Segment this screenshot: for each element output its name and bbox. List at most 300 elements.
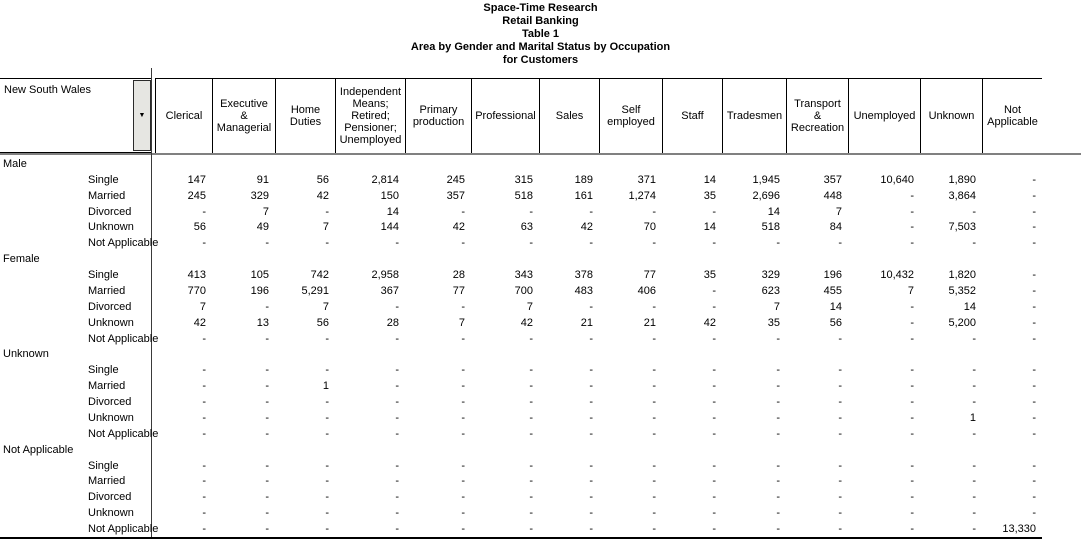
value-cell: - (652, 332, 656, 345)
table-row (0, 283, 1081, 299)
value-cell: - (395, 364, 399, 377)
value-cell: 84 (829, 221, 842, 234)
group-row (0, 347, 1081, 363)
value-cell: - (652, 427, 656, 440)
value-cell: 144 (380, 221, 399, 234)
value-cell: - (910, 221, 914, 234)
table-row (0, 426, 1081, 442)
value-cell: 7 (458, 316, 465, 329)
value-cell: - (838, 380, 842, 393)
value-cell: - (202, 411, 206, 424)
value-cell: - (589, 475, 593, 488)
chevron-down-icon: ▼ (138, 112, 146, 119)
value-cell: - (1032, 284, 1036, 297)
value-cell: - (910, 380, 914, 393)
value-cell: - (1032, 221, 1036, 234)
value-cell: - (1032, 411, 1036, 424)
column-header: Home Duties (275, 78, 335, 153)
value-cell: 245 (446, 173, 465, 186)
value-cell: - (589, 205, 593, 218)
value-cell: 42 (703, 316, 716, 329)
value-cell: 13,330 (1002, 523, 1036, 536)
table-row (0, 458, 1081, 474)
value-cell: - (972, 396, 976, 409)
column-header: Professional (471, 78, 539, 153)
value-cell: - (529, 332, 533, 345)
value-cell: 357 (446, 189, 465, 202)
value-cell: 7,503 (948, 221, 976, 234)
value-cell: - (838, 507, 842, 520)
title-line-company: Space-Time Research (483, 2, 598, 14)
value-cell: - (529, 380, 533, 393)
value-cell: - (461, 332, 465, 345)
value-cell: 7 (773, 300, 780, 313)
row-label: Single (88, 459, 119, 472)
value-cell: - (838, 411, 842, 424)
value-cell: 42 (193, 316, 206, 329)
value-cell: - (1032, 459, 1036, 472)
value-cell: - (838, 523, 842, 536)
value-cell: - (461, 411, 465, 424)
value-cell: 406 (637, 284, 656, 297)
value-cell: - (652, 300, 656, 313)
value-cell: - (652, 380, 656, 393)
value-cell: - (1032, 427, 1036, 440)
table-row (0, 220, 1081, 236)
value-cell: - (265, 300, 269, 313)
value-cell: - (265, 380, 269, 393)
value-cell: - (910, 237, 914, 250)
value-cell: 448 (823, 189, 842, 202)
value-cell: - (395, 332, 399, 345)
row-label: Single (88, 269, 119, 282)
value-cell: - (265, 396, 269, 409)
value-cell: 35 (703, 189, 716, 202)
value-cell: - (265, 507, 269, 520)
value-cell: - (202, 491, 206, 504)
value-cell: 329 (761, 269, 780, 282)
value-cell: - (838, 427, 842, 440)
table-row (0, 188, 1081, 204)
value-cell: - (776, 507, 780, 520)
value-cell: - (652, 364, 656, 377)
value-cell: 28 (386, 316, 399, 329)
row-label: Divorced (88, 491, 132, 504)
value-cell: - (712, 491, 716, 504)
value-cell: - (395, 507, 399, 520)
value-cell: - (529, 411, 533, 424)
value-cell: 105 (250, 269, 269, 282)
table-row (0, 505, 1081, 521)
value-cell: - (461, 491, 465, 504)
value-cell: - (776, 332, 780, 345)
column-header: Primary production (405, 78, 471, 153)
table-bottom-rule (0, 537, 1042, 539)
value-cell: - (589, 459, 593, 472)
value-cell: - (461, 300, 465, 313)
table-row (0, 172, 1081, 188)
row-label: Not Applicable (88, 237, 159, 250)
value-cell: - (202, 396, 206, 409)
group-row (0, 251, 1081, 267)
value-cell: - (589, 523, 593, 536)
value-cell: - (1032, 269, 1036, 282)
table-row (0, 474, 1081, 490)
value-cell: 14 (386, 205, 399, 218)
value-cell: 1 (969, 411, 976, 424)
row-label: Unknown (88, 411, 134, 424)
value-cell: 13 (256, 316, 269, 329)
value-cell: - (265, 364, 269, 377)
group-label: Not Applicable (3, 443, 74, 456)
value-cell: - (461, 237, 465, 250)
value-cell: - (395, 237, 399, 250)
value-cell: 518 (761, 221, 780, 234)
value-cell: - (910, 316, 914, 329)
value-cell: 14 (703, 221, 716, 234)
row-label: Divorced (88, 396, 132, 409)
report-title-block (0, 2, 1081, 67)
value-cell: 14 (767, 205, 780, 218)
area-selector-cell (0, 78, 151, 153)
value-cell: - (712, 459, 716, 472)
group-label: Male (3, 157, 27, 170)
value-cell: - (325, 491, 329, 504)
value-cell: - (325, 332, 329, 345)
value-cell: 5,291 (301, 284, 329, 297)
value-cell: 77 (452, 284, 465, 297)
column-header: Not Applicable (982, 78, 1042, 153)
value-cell: - (265, 427, 269, 440)
value-cell: - (652, 491, 656, 504)
value-cell: 21 (580, 316, 593, 329)
value-cell: - (652, 523, 656, 536)
value-cell: - (529, 507, 533, 520)
value-cell: 42 (452, 221, 465, 234)
table-row (0, 331, 1081, 347)
value-cell: - (395, 396, 399, 409)
value-cell: 770 (187, 284, 206, 297)
value-cell: 42 (580, 221, 593, 234)
row-label: Married (88, 189, 126, 202)
value-cell: - (461, 427, 465, 440)
value-cell: - (1032, 316, 1036, 329)
value-cell: - (838, 237, 842, 250)
table-body (0, 156, 1081, 537)
value-cell: - (461, 364, 465, 377)
column-header: Tradesmen (722, 78, 786, 153)
value-cell: 5,352 (948, 284, 976, 297)
value-cell: 357 (823, 173, 842, 186)
value-cell: - (652, 459, 656, 472)
value-cell: - (461, 459, 465, 472)
value-cell: - (712, 300, 716, 313)
value-cell: - (529, 475, 533, 488)
table-row (0, 394, 1081, 410)
value-cell: - (529, 237, 533, 250)
header-underline (0, 153, 1081, 155)
value-cell: - (589, 237, 593, 250)
value-cell: - (838, 396, 842, 409)
value-cell: 91 (256, 173, 269, 186)
value-cell: - (202, 507, 206, 520)
value-cell: - (972, 380, 976, 393)
value-cell: - (395, 475, 399, 488)
value-cell: 315 (514, 173, 533, 186)
value-cell: 56 (193, 221, 206, 234)
value-cell: - (202, 237, 206, 250)
value-cell: - (652, 411, 656, 424)
value-cell: 343 (514, 269, 533, 282)
value-cell: 1,890 (948, 173, 976, 186)
value-cell: - (910, 332, 914, 345)
value-cell: 63 (520, 221, 533, 234)
value-cell: - (265, 475, 269, 488)
value-cell: - (265, 411, 269, 424)
value-cell: - (589, 491, 593, 504)
value-cell: - (395, 427, 399, 440)
value-cell: - (1032, 205, 1036, 218)
value-cell: 56 (316, 173, 329, 186)
value-cell: - (1032, 491, 1036, 504)
value-cell: - (652, 205, 656, 218)
value-cell: 2,814 (371, 173, 399, 186)
value-cell: 7 (199, 300, 206, 313)
value-cell: - (589, 300, 593, 313)
value-cell: 483 (574, 284, 593, 297)
value-cell: - (589, 332, 593, 345)
value-cell: - (910, 523, 914, 536)
table-row (0, 521, 1081, 537)
value-cell: - (972, 459, 976, 472)
group-label: Unknown (3, 348, 49, 361)
row-label: Single (88, 173, 119, 186)
value-cell: - (1032, 380, 1036, 393)
value-cell: 189 (574, 173, 593, 186)
value-cell: 196 (250, 284, 269, 297)
value-cell: - (652, 507, 656, 520)
value-cell: - (325, 396, 329, 409)
value-cell: - (265, 459, 269, 472)
value-cell: 56 (316, 316, 329, 329)
value-cell: - (1032, 237, 1036, 250)
value-cell: - (325, 459, 329, 472)
value-cell: - (712, 380, 716, 393)
table-row (0, 362, 1081, 378)
column-header: Self employed (599, 78, 662, 153)
value-cell: - (776, 411, 780, 424)
value-cell: - (461, 475, 465, 488)
value-cell: 1,274 (628, 189, 656, 202)
row-label: Married (88, 380, 126, 393)
value-cell: - (712, 507, 716, 520)
value-cell: - (529, 427, 533, 440)
value-cell: - (461, 507, 465, 520)
group-row (0, 156, 1081, 172)
value-cell: - (652, 237, 656, 250)
row-label: Married (88, 475, 126, 488)
value-cell: - (712, 364, 716, 377)
row-label: Unknown (88, 316, 134, 329)
value-cell: - (265, 237, 269, 250)
value-cell: - (910, 396, 914, 409)
value-cell: - (325, 507, 329, 520)
value-cell: - (910, 427, 914, 440)
value-cell: - (972, 332, 976, 345)
title-line-table-number: Table 1 (521, 28, 560, 40)
value-cell: - (589, 380, 593, 393)
value-cell: 14 (829, 300, 842, 313)
value-cell: 455 (823, 284, 842, 297)
value-cell: - (910, 491, 914, 504)
value-cell: - (265, 523, 269, 536)
value-cell: 35 (767, 316, 780, 329)
value-cell: - (265, 332, 269, 345)
value-cell: - (1032, 396, 1036, 409)
table-row (0, 299, 1081, 315)
value-cell: 10,432 (880, 269, 914, 282)
value-cell: 2,958 (371, 269, 399, 282)
row-label: Not Applicable (88, 332, 159, 345)
value-cell: 378 (574, 269, 593, 282)
value-cell: 245 (187, 189, 206, 202)
value-cell: - (776, 491, 780, 504)
row-label: Single (88, 364, 119, 377)
group-row (0, 442, 1081, 458)
value-cell: - (712, 332, 716, 345)
value-cell: 49 (256, 221, 269, 234)
column-header: Unemployed (848, 78, 920, 153)
value-cell: 21 (643, 316, 656, 329)
value-cell: 14 (703, 173, 716, 186)
value-cell: - (1032, 300, 1036, 313)
value-cell: - (838, 491, 842, 504)
value-cell: - (589, 507, 593, 520)
value-cell: - (776, 523, 780, 536)
value-cell: - (972, 507, 976, 520)
value-cell: 196 (823, 269, 842, 282)
value-cell: - (202, 205, 206, 218)
table-row (0, 235, 1081, 251)
value-cell: - (325, 237, 329, 250)
value-cell: 367 (380, 284, 399, 297)
value-cell: 56 (829, 316, 842, 329)
value-cell: - (1032, 332, 1036, 345)
value-cell: - (712, 396, 716, 409)
value-cell: - (712, 523, 716, 536)
value-cell: - (395, 411, 399, 424)
value-cell: - (776, 396, 780, 409)
value-cell: - (529, 459, 533, 472)
value-cell: - (652, 475, 656, 488)
value-cell: - (325, 205, 329, 218)
value-cell: 7 (322, 221, 329, 234)
value-cell: - (529, 205, 533, 218)
value-cell: 28 (452, 269, 465, 282)
value-cell: - (1032, 189, 1036, 202)
area-dropdown-button[interactable] (133, 80, 151, 151)
value-cell: - (712, 411, 716, 424)
value-cell: - (838, 364, 842, 377)
value-cell: - (325, 475, 329, 488)
column-header: Clerical (155, 78, 212, 153)
value-cell: - (589, 364, 593, 377)
value-cell: - (1032, 173, 1036, 186)
value-cell: - (202, 364, 206, 377)
row-label: Not Applicable (88, 523, 159, 536)
value-cell: - (395, 523, 399, 536)
value-cell: - (776, 427, 780, 440)
selected-area-label: New South Wales (4, 84, 92, 96)
value-cell: - (910, 205, 914, 218)
table-row (0, 267, 1081, 283)
value-cell: 413 (187, 269, 206, 282)
value-cell: 7 (322, 300, 329, 313)
value-cell: - (461, 380, 465, 393)
value-cell: - (325, 427, 329, 440)
group-label: Female (3, 253, 40, 266)
value-cell: - (202, 427, 206, 440)
value-cell: - (529, 364, 533, 377)
value-cell: 70 (643, 221, 656, 234)
value-cell: 329 (250, 189, 269, 202)
value-cell: - (910, 189, 914, 202)
column-header: Sales (539, 78, 599, 153)
value-cell: 7 (907, 284, 914, 297)
value-cell: 3,864 (948, 189, 976, 202)
value-cell: - (972, 205, 976, 218)
value-cell: 147 (187, 173, 206, 186)
value-cell: 161 (574, 189, 593, 202)
value-cell: - (202, 380, 206, 393)
value-cell: 742 (310, 269, 329, 282)
value-cell: - (589, 396, 593, 409)
value-cell: 77 (643, 269, 656, 282)
value-cell: - (461, 205, 465, 218)
row-label: Married (88, 284, 126, 297)
value-cell: - (776, 237, 780, 250)
value-cell: - (325, 411, 329, 424)
value-cell: - (910, 507, 914, 520)
title-line-table-description: Area by Gender and Marital Status by Occupation (410, 41, 671, 53)
value-cell: - (395, 380, 399, 393)
value-cell: - (325, 364, 329, 377)
value-cell: - (910, 300, 914, 313)
value-cell: - (325, 523, 329, 536)
table-row (0, 315, 1081, 331)
value-cell: 35 (703, 269, 716, 282)
value-cell: 7 (262, 205, 269, 218)
value-cell: - (910, 364, 914, 377)
value-cell: - (910, 459, 914, 472)
value-cell: - (1032, 507, 1036, 520)
value-cell: - (202, 475, 206, 488)
value-cell: - (972, 364, 976, 377)
value-cell: - (972, 427, 976, 440)
table-row (0, 410, 1081, 426)
value-cell: - (1032, 475, 1036, 488)
row-label: Divorced (88, 205, 132, 218)
value-cell: - (712, 427, 716, 440)
column-header: Independent Means; Retired; Pensioner; Unemployed (335, 78, 405, 153)
value-cell: - (589, 427, 593, 440)
row-label: Divorced (88, 300, 132, 313)
row-label: Unknown (88, 221, 134, 234)
value-cell: 14 (963, 300, 976, 313)
value-cell: 1,820 (948, 269, 976, 282)
value-cell: - (202, 332, 206, 345)
table-row (0, 378, 1081, 394)
